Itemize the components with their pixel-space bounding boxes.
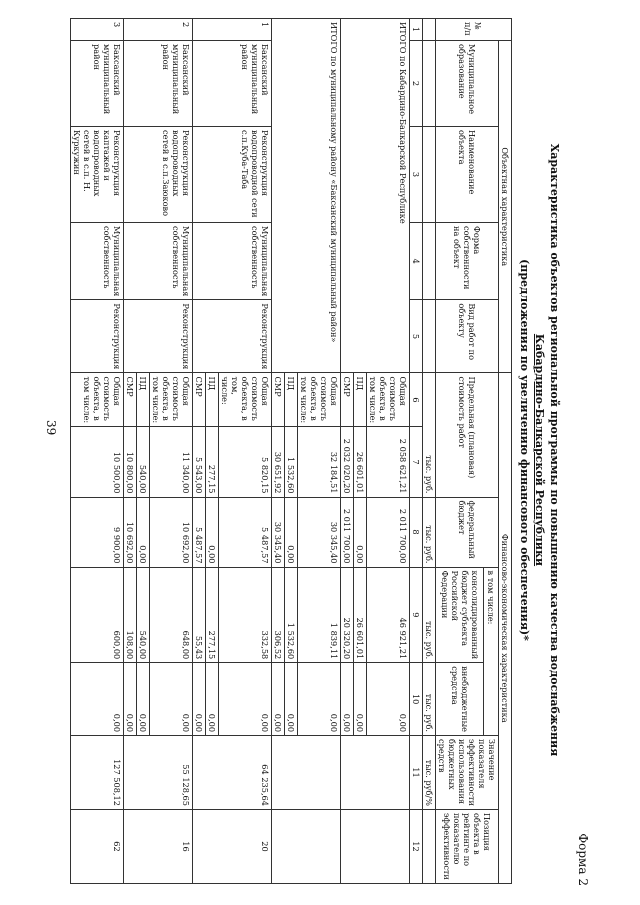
consolidated-value: 108,00 [124,567,137,663]
table-row [298,19,341,884]
cost-value: 2 032 020,20 [341,427,354,497]
row-label: Общая стоимость объекта, в том числе: [150,373,193,427]
cost-value: 277,15 [206,427,219,497]
federal-value: 0,00 [206,497,219,567]
extra-value: 0,00 [272,663,285,736]
consolidated-value: 1 839,11 [298,567,341,663]
cost-value: 2 058 621,21 [367,427,410,497]
cost-value: 540,00 [137,427,150,497]
rotated-form [52,10,592,890]
col-num: 4 [410,223,423,300]
col-num: 6 [410,373,423,427]
col-num: 7 [410,427,423,497]
cost-value: 10 800,00 [124,427,137,497]
row-label: СМР [272,373,285,427]
extra-value: 0,00 [219,663,272,736]
header-object-name: Наименование объекта [436,127,499,223]
object-ownership: Муниципальная собственность [193,223,272,300]
objects-table [70,18,512,884]
col-num: 9 [410,567,423,663]
federal-value: 2 011 700,00 [341,497,354,567]
header-ownership: Форма собственности на объект [436,223,499,300]
unit-indicator: тыс. руб/% [423,736,436,810]
header-cost: Предельная (плановая) стоимость работ [436,373,499,497]
federal-value: 9 900,00 [71,497,124,567]
row-label: Общая стоимость объекта, в том, числе: [219,373,272,427]
title-line-1: Характеристика объектов региональной программы по повышению качества водоснабжения [548,143,561,757]
header-extrabudget: внебюджетные средства [436,663,484,736]
page-number: 39 [44,420,58,436]
cost-value: 1 532,60 [285,427,298,497]
row-label: ПД [206,373,219,427]
row-label: СМР [341,373,354,427]
table-row [71,19,124,884]
row-label: Общая стоимость объекта, в том числе: [367,373,410,427]
object-municipality: Баксанский муниципальный район [193,41,272,127]
header-object-group: Объектная характеристика [499,41,512,373]
header-finance-group: Финансово-экономическая характеристика [499,373,512,884]
consolidated-value: 46 921,21 [367,567,410,663]
cost-value: 5 543,00 [193,427,206,497]
federal-value: 2 011 700,00 [367,497,410,567]
row-label: ПД [354,373,367,427]
extra-value: 0,00 [71,663,124,736]
consolidated-value: 648,00 [150,567,193,663]
extra-value: 0,00 [285,663,298,736]
object-num: 1 [193,19,272,41]
federal-value: 30 345,40 [272,497,285,567]
consolidated-value: 1 532,60 [285,567,298,663]
object-name: Реконструкция каптажей и водопроводных сетей в с.п. Н. Куркужин [71,127,124,223]
total-baksan-label: ИТОГО по муниципальному району «Баксанский муниципальный район» [272,19,341,373]
object-work-type: Реконструкция [124,300,193,373]
federal-value: 5 487,57 [219,497,272,567]
unit-federal: тыс. руб. [423,497,436,567]
row-label: ПД [285,373,298,427]
header-municipality: Муниципальное образование [436,41,499,127]
row-label: Общая стоимость объекта, в том числе: [298,373,341,427]
rating-value: 62 [71,809,124,883]
object-num: 2 [124,19,193,41]
document-title [517,10,562,890]
header-indicator: Значение показателя эффективности использования бюджетных средств [436,736,499,810]
extra-value: 0,00 [341,663,354,736]
extra-value: 0,00 [298,663,341,736]
header-num: № п/п [436,19,512,41]
row-label: ПД [137,373,150,427]
table-row [367,19,410,884]
cost-value: 10 500,00 [71,427,124,497]
row-label: СМР [193,373,206,427]
extra-value: 0,00 [354,663,367,736]
header-rating: Позиция объекта в рейтинге по показателю эффективности [436,809,499,883]
extra-value: 0,00 [206,663,219,736]
title-line-3: (предложения по увеличению финансового обеспечения)* [518,259,531,641]
unit-cost: тыс. руб. [423,373,436,497]
object-municipality: Баксанский муниципальный район [124,41,193,127]
federal-value: 0,00 [137,497,150,567]
extra-value: 0,00 [124,663,137,736]
indicator-value: 127 508,12 [71,736,124,810]
object-work-type: Реконструкция [71,300,124,373]
col-num: 11 [410,736,423,810]
consolidated-value: 277,15 [206,567,219,663]
header-federal: федеральный бюджет [436,497,499,567]
object-name: Реконструкция водопроводной сети с.п.Куба-Таба [193,127,272,223]
object-name: Реконструкция водопроводных сетей в с.п.Заюково [124,127,193,223]
col-num: 12 [410,809,423,883]
rating-value: 20 [193,809,272,883]
federal-value: 10 692,00 [124,497,137,567]
extra-value: 0,00 [150,663,193,736]
federal-value: 30 345,40 [298,497,341,567]
unit-consolidated: тыс. руб. [423,567,436,663]
header-consolidated: консолидированный бюджет субъекта Российской Федерации [436,567,484,663]
table-row [219,19,272,884]
consolidated-value: 600,00 [71,567,124,663]
total-kbr-label: ИТОГО по Кабардино-Балкарской Республике [341,19,410,373]
consolidated-value: 332,58 [219,567,272,663]
col-num: 5 [410,300,423,373]
cost-value: 26 601,01 [354,427,367,497]
col-num: 3 [410,127,423,223]
table-row [150,19,193,884]
extra-value: 0,00 [193,663,206,736]
col-num: 2 [410,41,423,127]
federal-value: 0,00 [354,497,367,567]
unit-extra: тыс. руб. [423,663,436,736]
extra-value: 0,00 [367,663,410,736]
consolidated-value: 540,00 [137,567,150,663]
object-ownership: Муниципальная собственность [124,223,193,300]
object-work-type: Реконструкция [193,300,272,373]
indicator-value: 55 128,65 [124,736,193,810]
cost-value: 11 340,00 [150,427,193,497]
indicator-value: 64 235,64 [193,736,272,810]
object-num: 3 [71,19,124,41]
col-num: 1 [410,19,423,41]
object-ownership: Муниципальная собственность [71,223,124,300]
header-work-type: Вид работ по объекту [436,300,499,373]
cost-value: 5 820,15 [219,427,272,497]
row-label: Общая стоимость объекта, в том числе: [71,373,124,427]
cost-value: 32 184,51 [298,427,341,497]
consolidated-value: 55,43 [193,567,206,663]
cost-value: 30 651,92 [272,427,285,497]
federal-value: 10 692,00 [150,497,193,567]
rating-value: 16 [124,809,193,883]
title-line-2: Кабардино-Балкарской Республики [533,333,546,567]
consolidated-value: 26 601,01 [354,567,367,663]
col-num: 10 [410,663,423,736]
row-label: СМР [124,373,137,427]
federal-value: 0,00 [285,497,298,567]
federal-value: 5 487,57 [193,497,206,567]
consolidated-value: 20 320,20 [341,567,354,663]
header-incl: в том числе: [484,567,499,736]
object-municipality: Баксанский муниципальный район [71,41,124,127]
extra-value: 0,00 [137,663,150,736]
form-label: Форма 2 [576,833,590,886]
consolidated-value: 306,52 [272,567,285,663]
col-num: 8 [410,497,423,567]
